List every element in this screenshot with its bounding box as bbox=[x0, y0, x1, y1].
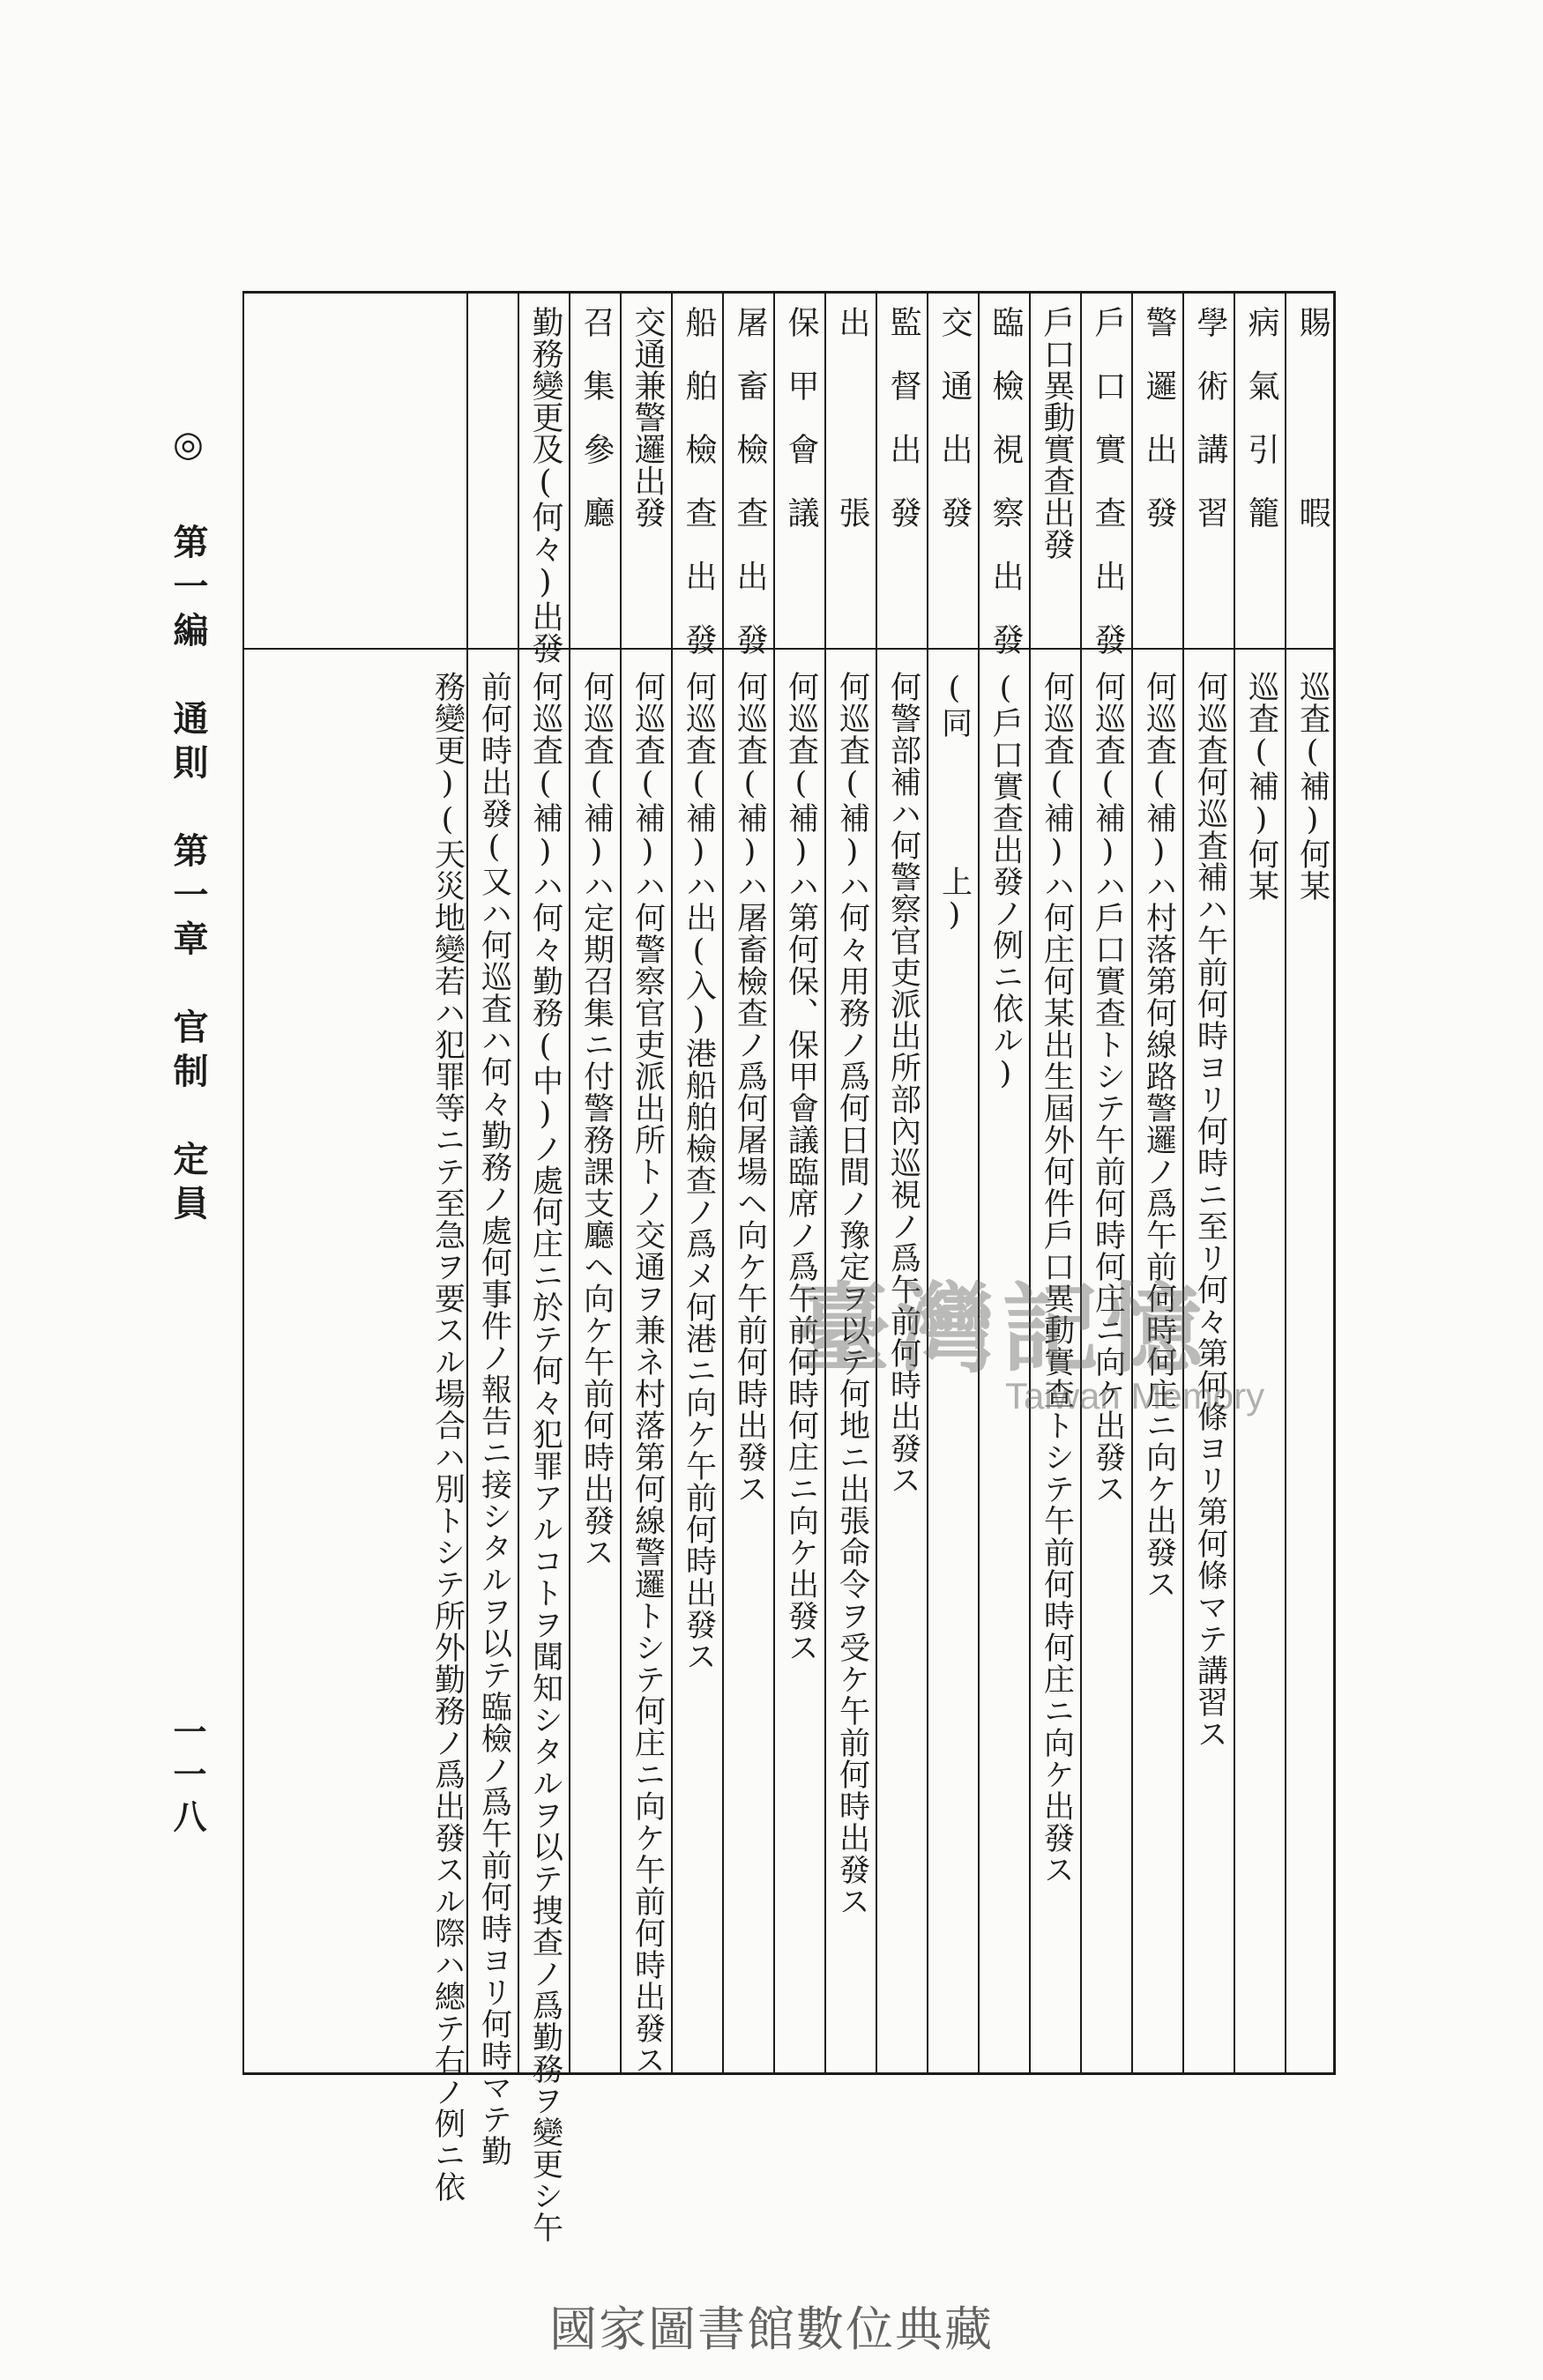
form-table bbox=[242, 291, 1336, 2243]
row-6 bbox=[1029, 294, 1082, 2072]
row-text: (同 上) bbox=[936, 671, 973, 933]
row-10 bbox=[824, 294, 877, 2072]
row-label: 交 通 出 發 bbox=[936, 306, 973, 528]
row-17 bbox=[466, 294, 519, 2167]
row-text: 何警部補ハ何警察官吏派出所部內巡視ノ爲午前何時出發ス bbox=[885, 671, 921, 1496]
row-label: 學 術 講 習 bbox=[1192, 306, 1228, 528]
row-label: 戶口異動實查出發 bbox=[1039, 306, 1075, 560]
row-16 bbox=[518, 294, 570, 2243]
row-text: (戶口實查出發ノ例ニ依ル) bbox=[988, 671, 1024, 1092]
row-15 bbox=[569, 294, 622, 2072]
row-8 bbox=[927, 294, 980, 2072]
row-label: 交通兼警邏出發 bbox=[630, 306, 666, 528]
page-number: 一一八 bbox=[168, 1714, 207, 1841]
row-text: 何巡査(補)ハ何々用務ノ爲何日間ノ豫定ヲ以テ何地ニ出張命令ヲ受ケ午前何時出發ス bbox=[834, 671, 870, 1917]
row-4 bbox=[1131, 294, 1184, 2072]
row-label: 屠 畜 檢 查 出 發 bbox=[732, 306, 768, 655]
row-text: 何巡査何巡査補ハ午前何時ヨリ何時ニ至リ何々第何條ヨリ第何條マテ講習ス bbox=[1192, 671, 1228, 1750]
watermark-logo bbox=[794, 1252, 1264, 1417]
row-3 bbox=[1182, 294, 1235, 2072]
row-text: 何巡査(補)ハ定期召集ニ付警務課支廳ヘ向ケ午前何時出發ス bbox=[578, 671, 615, 1568]
row-label: 病 氣 引 籠 bbox=[1243, 306, 1279, 528]
row-label: 監 督 出 發 bbox=[885, 306, 921, 528]
row-text: 何巡査(補)ハ第何保、保甲會議臨席ノ爲午前何時何庄ニ向ケ出發ス bbox=[783, 671, 819, 1663]
row-text: 何巡査(補)ハ屠畜檢查ノ爲何屠場ヘ向ケ午前何時出發ス bbox=[732, 671, 768, 1505]
row-text: 何巡査(補)ハ村落第何線路警邏ノ爲午前何時何庄ニ向ケ出發ス bbox=[1141, 671, 1177, 1600]
row-text: 巡査(補)何某 bbox=[1294, 671, 1331, 902]
row-text: 何巡査(補)ハ何警察官吏派出所トノ交通ヲ兼ネ村落第何線警邏トシテ何庄ニ向ケ午前何時出發ス bbox=[630, 671, 666, 2076]
row-9 bbox=[876, 294, 928, 2072]
row-text: 巡査(補)何某 bbox=[1243, 671, 1279, 902]
row-1 bbox=[1285, 294, 1338, 2072]
row-12 bbox=[722, 294, 775, 2072]
row-label: 保 甲 會 議 bbox=[783, 306, 819, 528]
watermark-chinese: 臺灣記憶 bbox=[794, 1272, 1210, 1386]
row-text: 何巡査(補)ハ出(入)港船舶檢查ノ爲メ何港ニ向ケ午前何時出發ス bbox=[681, 671, 717, 1672]
library-footer: 國家圖書館數位典藏 bbox=[549, 2302, 994, 2357]
row-label: 警 邏 出 發 bbox=[1141, 306, 1177, 528]
row-13 bbox=[671, 294, 724, 2072]
row-label: 臨 檢 視 察 出 發 bbox=[988, 306, 1024, 655]
row-label: 船 舶 檢 查 出 發 bbox=[681, 306, 717, 655]
row-text: 前何時出發(又ハ何巡査ハ何々勤務ノ處何事件ノ報告ニ接シタルヲ以テ臨檢ノ爲午前何時ヨリ何時マテ勤 bbox=[476, 671, 512, 2167]
row-11 bbox=[773, 294, 826, 2072]
row-5 bbox=[1080, 294, 1133, 2072]
row-7 bbox=[978, 294, 1031, 2072]
row-label: 勤務變更及(何々)出發 bbox=[527, 306, 563, 664]
row-label: 戶 口 實 查 出 發 bbox=[1090, 306, 1126, 655]
row-text: 何巡査(補)ハ戶口實查トシテ午前何時何庄ニ向ケ出發ス bbox=[1090, 671, 1126, 1505]
row-label: 出 張 bbox=[834, 306, 870, 528]
running-header: ◎ 第一編 通則 第一章 官制 定員 bbox=[168, 423, 209, 1229]
watermark-english: Taiwan Memory bbox=[1005, 1375, 1265, 1417]
row-label: 召 集 參 廳 bbox=[578, 306, 615, 528]
row-14 bbox=[620, 294, 673, 2076]
row-2 bbox=[1234, 294, 1286, 2072]
row-18 bbox=[242, 294, 468, 2203]
row-label: 賜 暇 bbox=[1294, 306, 1331, 528]
row-text: 何巡査(補)ハ何庄何某出生屆外何件戶口異動實查トシテ午前何時何庄ニ向ケ出發ス bbox=[1039, 671, 1075, 1885]
row-text: 務變更)(天災地變若ハ犯罪等ニテ至急ヲ要スル場合ハ別トシテ所外勤務ノ爲出發スル際ハ總テ右ノ例ニ依 bbox=[429, 671, 466, 2203]
row-text: 何巡査(補)ハ何々勤務(中)ノ處何庄ニ於テ何々犯罪アルコトヲ聞知シタルヲ以テ捜查ノ爲勤務ヲ變更シ午 bbox=[527, 671, 563, 2243]
